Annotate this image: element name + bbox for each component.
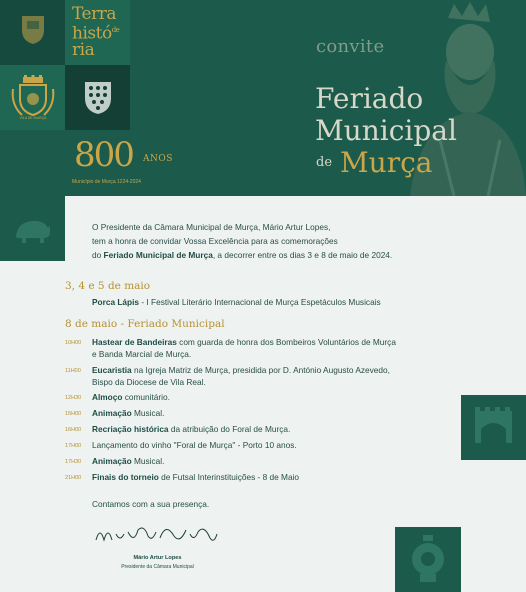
program-desc: e Banda Marcial de Murça. xyxy=(92,349,192,359)
decorative-tile-left xyxy=(0,196,65,261)
intro-text: , a decorrer entre os dias 3 e 8 de maio de 2024. xyxy=(212,250,393,260)
coat-label: VILA DE MURÇA xyxy=(19,116,47,120)
program-text xyxy=(92,364,437,388)
program-bold: Finais do torneio xyxy=(92,472,159,482)
boar-icon xyxy=(0,196,65,261)
program-bold: Recriação histórica xyxy=(92,424,169,434)
program-desc: da atribuição do Foral de Murça. xyxy=(168,424,291,434)
decorative-tile-bottom xyxy=(395,527,461,592)
program-desc: na Igreja Matriz de Murça, presidida por D. António Augusto Azevedo, xyxy=(131,365,390,375)
program-time: 17H30 xyxy=(65,459,82,465)
date-heading: 8 de maio - Feriado Municipal xyxy=(65,318,225,330)
program-text xyxy=(92,423,437,435)
program-time: 10H00 xyxy=(65,340,82,346)
program-desc: - I Festival Literário Internacional de Murça Espetáculos Musicais xyxy=(139,297,381,307)
program-time: 17H00 xyxy=(65,443,82,449)
anniversary-number: 800 xyxy=(74,135,133,175)
program-desc: de Futsal Interinstituições - 8 de Maio xyxy=(158,472,300,482)
program-bold: Animação xyxy=(92,456,132,466)
intro-line: O Presidente da Câmara Municipal de Murça, Mário Artur Lopes, xyxy=(92,222,331,232)
program-desc: Musical. xyxy=(131,456,165,466)
program-time: 16H00 xyxy=(65,427,82,433)
program-text xyxy=(92,336,437,360)
program-desc: com guarda de honra dos Bombeiros Voluntários de Murça xyxy=(176,337,396,347)
program-text xyxy=(92,471,437,483)
handwritten-signature xyxy=(94,520,219,550)
program-time: 15H00 xyxy=(65,411,82,417)
title-de: de xyxy=(316,155,333,170)
intro-text: do xyxy=(92,250,104,260)
signatory-role: Presidente da Câmara Municipal xyxy=(121,564,194,570)
title-line: Murça xyxy=(340,146,433,179)
program-desc: comunitário. xyxy=(122,392,170,402)
brand-line: histó$^{de}$ xyxy=(72,23,120,44)
closing-text: Contamos com a sua presença. xyxy=(92,499,210,509)
signatory-name: Mário Artur Lopes xyxy=(133,555,182,561)
program-bold: Hastear de Bandeiras xyxy=(92,337,177,347)
date-heading: 3, 4 e 5 de maio xyxy=(65,280,151,292)
program-text xyxy=(92,407,437,419)
program-desc: Musical. xyxy=(131,408,165,418)
coat-of-arms-icon xyxy=(10,75,56,121)
program-text xyxy=(92,391,437,403)
checkered-shield-icon xyxy=(83,80,113,116)
program-time: 11H00 xyxy=(65,368,81,374)
program-text xyxy=(92,455,437,467)
anniversary-word: ANOS xyxy=(143,154,173,164)
program-time: 12H30 xyxy=(65,395,82,401)
intro-line: tem a honra de convidar Vossa Excelência para as comemorações xyxy=(92,236,338,246)
program-bold: Animação xyxy=(92,408,132,418)
program-bold: Eucaristia xyxy=(92,365,132,375)
intro-paragraph xyxy=(92,220,452,262)
program-text xyxy=(92,296,437,308)
program-text xyxy=(92,439,437,451)
intro-bold: Feriado Municipal de Murça xyxy=(103,250,213,260)
program-bold: Almoço xyxy=(92,392,123,402)
convite-label: convite xyxy=(316,36,385,57)
bridge-icon xyxy=(461,395,526,460)
urn-icon xyxy=(395,527,461,592)
header-band xyxy=(0,0,526,196)
brand-line: ria xyxy=(72,39,95,60)
program-desc: Bispo da Diocese de Vila Real. xyxy=(92,377,206,387)
anniversary-subtitle: Município de Murça 1224-2024 xyxy=(72,179,141,185)
shield-icon xyxy=(20,14,46,46)
program-desc: Lançamento do vinho "Foral de Murça" - Porto 10 anos. xyxy=(92,440,297,450)
brand-line: Terra xyxy=(72,4,116,24)
terra-historia-logo xyxy=(72,6,119,58)
program-time: 21H00 xyxy=(65,475,82,481)
title-line: Municipal xyxy=(315,114,457,147)
intro-line xyxy=(92,248,452,262)
title-line: Feriado xyxy=(315,82,424,115)
program-bold: Porca Lápis xyxy=(92,297,140,307)
decorative-tile-right xyxy=(461,395,526,460)
